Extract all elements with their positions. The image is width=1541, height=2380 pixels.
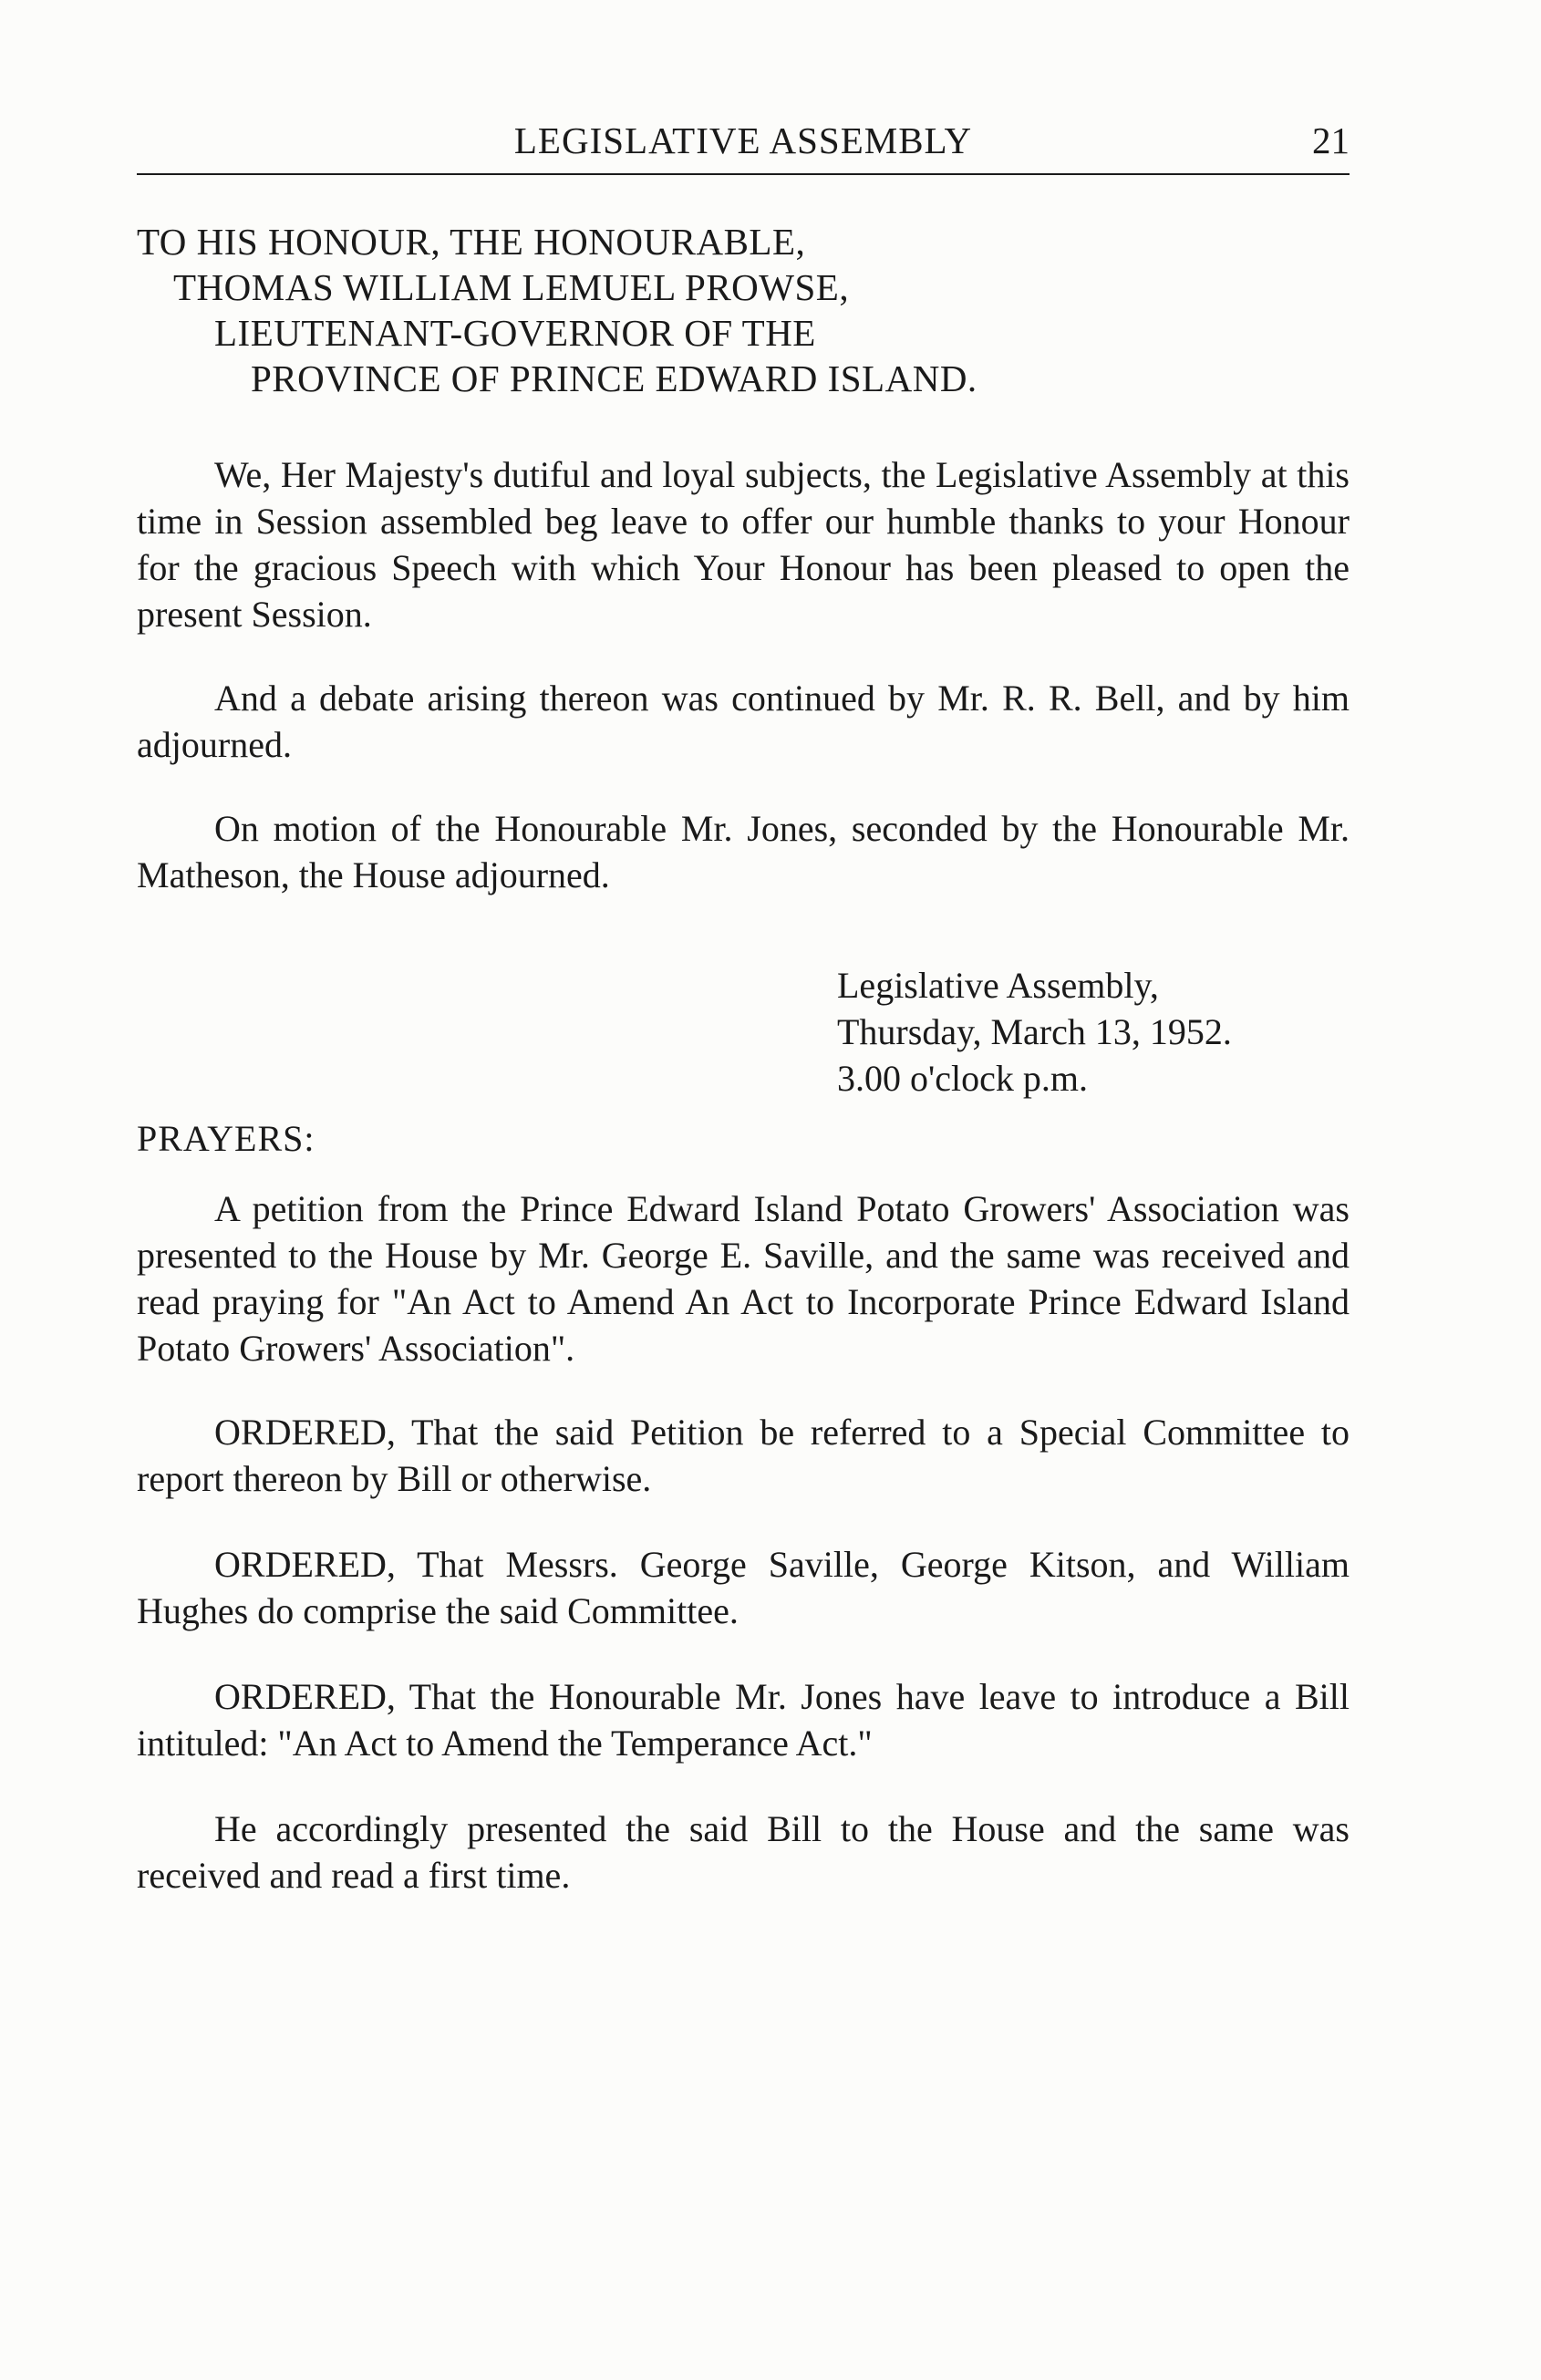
dateline-line: Legislative Assembly, [837,965,1159,1006]
header-rule [137,173,1350,175]
address-line: LIEUTENANT-GOVERNOR OF THE [214,312,816,354]
paragraph: A petition from the Prince Edward Island Potato Growers' Association was presented to the House by Mr. George E. Saville, and the same was received and read praying for "An Act to Amend An Act to Incorporate Prince Edward Island Potato Growers' Association". [137,1188,1350,1369]
prayers-heading: PRAYERS: [137,1118,315,1159]
address-line: TO HIS HONOUR, THE HONOURABLE, [137,221,806,263]
dateline-line: Thursday, March 13, 1952. [837,1011,1232,1052]
paragraph: ORDERED, That the said Petition be referred to a Special Committee to report thereon by Bill or otherwise. [137,1412,1350,1499]
paragraph: ORDERED, That the Honourable Mr. Jones have leave to introduce a Bill intituled: "An Act to Amend the Temperance Act." [137,1676,1350,1764]
address-line: PROVINCE OF PRINCE EDWARD ISLAND. [251,357,977,399]
dateline-block [837,962,1232,1102]
dateline-line: 3.00 o'clock p.m. [837,1058,1088,1099]
paragraph: And a debate arising thereon was continued by Mr. R. R. Bell, and by him adjourned. [137,678,1350,765]
paragraph: He accordingly presented the said Bill to the House and the same was received and read a first time. [137,1808,1350,1896]
page-number: 21 [1312,119,1350,161]
paragraph: We, Her Majesty's dutiful and loyal subjects, the Legislative Assembly at this time in Session assembled beg leave to offer our humble thanks to your Honour for the gracious Speech with which Your Honour has been pleased to open the present Session. [137,454,1350,635]
running-title: LEGISLATIVE ASSEMBLY [513,119,973,161]
address-line: THOMAS WILLIAM LEMUEL PROWSE, [173,266,850,308]
page-header [137,119,1350,173]
paragraph: On motion of the Honourable Mr. Jones, seconded by the Honourable Mr. Matheson, the House adjourned. [137,808,1350,895]
address-block [137,219,1350,401]
paragraph: ORDERED, That Messrs. George Saville, George Kitson, and William Hughes do comprise the said Committee. [137,1544,1350,1631]
